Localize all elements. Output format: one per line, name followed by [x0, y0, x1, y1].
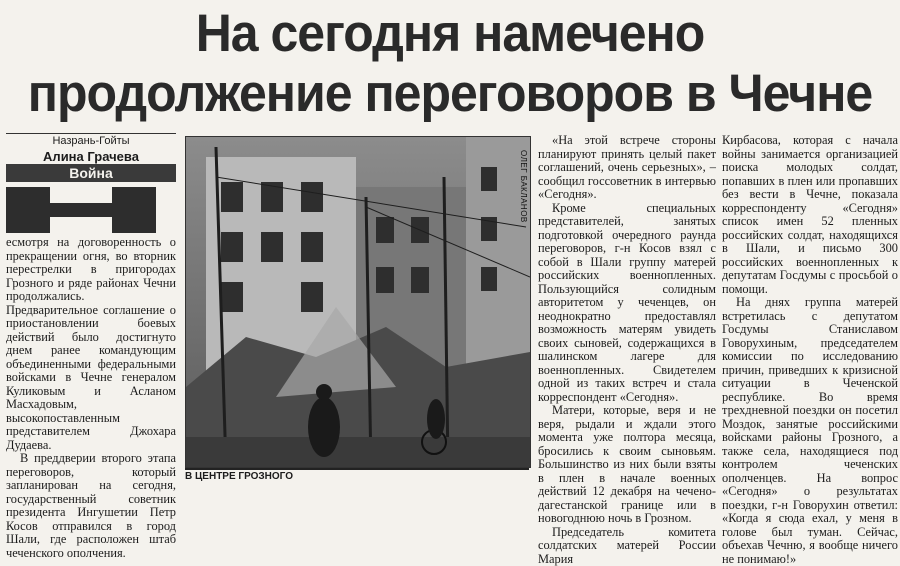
rubric-badge: Война — [6, 164, 176, 182]
paragraph: Кроме специальных представителей, занятых подготовкой очередного раунда переговоров, г-н Косов взял с собой в Шали группу матерей российских военнопленных. Пользующийся солидным авторитетом у чеченцев, он неоднократно предоставлял возможность матерям увидеть своих сыновей, содержащихся в шалинском лагере для военнопленных. Свидетелем одной из таких встреч и стала корреспондент «Сегодня». — [538, 202, 716, 405]
article-column-1 — [6, 236, 176, 560]
paragraph: На днях группа матерей встретилась с депутатом Госдумы Станиславом Говорухиным, председателем комиссии по исследованию причин, приведших к кризисной ситуации в Чеченской республике. Во время трехдневной поездки он посетил Моздок, занятые российскими войсками районы Грозного, а также села, находящиеся под контролем чеченских ополченцев. На вопрос «Сегодня» о результатах поездки, г-н Говорухин ответил: «Когда я сюда ехал, у меня в голове был туман. Сейчас, объехав Чечню, я вообще ничего не понимаю!» — [722, 296, 898, 566]
paragraph: Матери, которые, веря и не веря, рыдали и ждали этого момента уже полтора месяца, бросились к своим сыновьям. Большинство из них были взяты в плен в начале военных действий 12 декабря на чечено-дагестанской границе или в новогоднюю ночь в Грозном. — [538, 404, 716, 526]
dropcap-letter-n-icon — [6, 187, 156, 233]
paragraph: есмотря на договоренность о прекращении огня, во вторник перестрелки в пригородах Грозного и ряде районах Чечни продолжались. Предварительное соглашение о приостановлении боевых действий было достигнуто днем ранее командующим объединенными федеральными войсками в Чечне генералом Куликовым и Асланом Масхадовым, высокопоставленным представителем Джохара Дудаева. — [6, 236, 176, 452]
headline-line-1: На сегодня намечено — [0, 0, 900, 65]
paragraph: Кирбасова, которая с начала войны занимается организацией поиска молодых солдат, попавших в плен или пропавших без вести в Чечне, показала корреспонденту «Сегодня» список имен 52 пленных российских солдат, находящихся в Шали, и письмо 300 российских военнопленных к депутатам Госдумы с просьбой о помощи. — [722, 134, 898, 296]
headline-line-2: продолжение переговоров в Чечне — [0, 60, 900, 125]
article-photo — [185, 136, 531, 468]
article-column-3 — [722, 134, 898, 566]
article-column-2 — [538, 134, 716, 566]
dateline: Назрань-Гойты — [6, 133, 176, 147]
dropcap — [6, 187, 156, 233]
ruined-building-photo-icon — [186, 137, 530, 467]
author-name: Алина Грачева — [6, 149, 176, 164]
paragraph: «На этой встрече стороны планируют принять целый пакет соглашений, очень серьезных», – сообщил госсоветник в интервью «Сегодня». — [538, 134, 716, 202]
photo-credit: ОЛЕГ БАКЛАНОВ — [519, 150, 528, 223]
paragraph: В преддверии второго этапа переговоров, который запланирован на сегодня, государственный советник президента Ингушетии Петр Косов отправился в город Шали, где расположен штаб чеченского ополчения. — [6, 452, 176, 560]
photo-caption: В ЦЕНТРЕ ГРОЗНОГО — [185, 468, 529, 484]
paragraph: Председатель комитета солдатских матерей России Мария — [538, 526, 716, 566]
